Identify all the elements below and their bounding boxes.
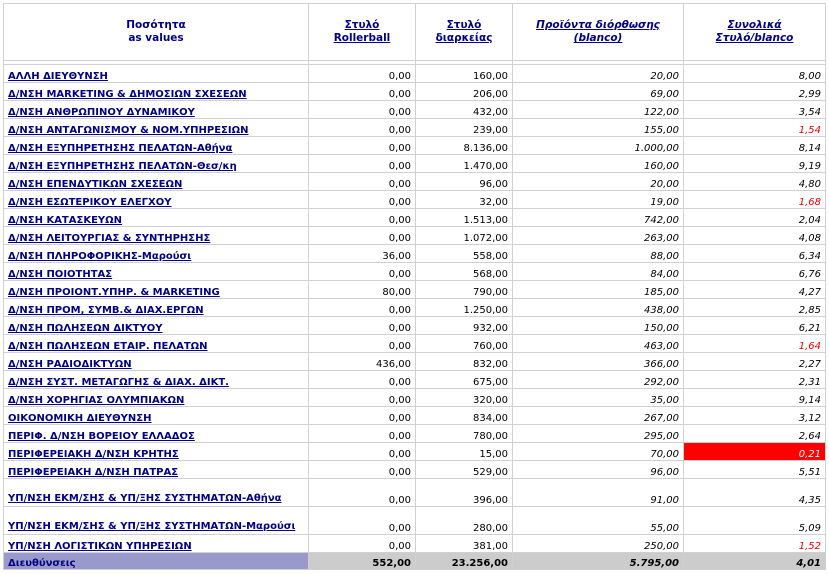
row-label-link[interactable]: Δ/ΝΣΗ ΚΑΤΑΣΚΕΥΩΝ xyxy=(8,215,123,226)
row-label-cell[interactable] xyxy=(4,299,309,317)
cell-rollerball: 0,00 xyxy=(309,479,416,507)
cell-durable-pen: 1.250,00 xyxy=(416,299,513,317)
row-label-cell[interactable] xyxy=(4,443,309,461)
cell-correction-products: 88,00 xyxy=(513,245,684,263)
cell-ratio: 3,12 xyxy=(684,407,826,425)
row-label-cell[interactable] xyxy=(4,479,309,507)
cell-ratio: 5,09 xyxy=(684,507,826,535)
cell-durable-pen: 32,00 xyxy=(416,191,513,209)
cell-durable-pen: 780,00 xyxy=(416,425,513,443)
row-label-link[interactable]: ΥΠ/ΝΣΗ ΕΚΜ/ΣΗΣ & ΥΠ/ΞΗΣ ΣΥΣΤΗΜΑΤΩΝ-Αθήνα xyxy=(8,493,282,504)
column-header-rollerball[interactable] xyxy=(309,4,416,61)
table-row xyxy=(4,263,826,281)
cell-rollerball: 0,00 xyxy=(309,209,416,227)
cell-ratio: 0,21 xyxy=(684,443,826,461)
row-label-link[interactable]: Δ/ΝΣΗ MARKETING & ΔΗΜΟΣΙΩΝ ΣΧΕΣΕΩΝ xyxy=(8,89,247,100)
cell-correction-products: 267,00 xyxy=(513,407,684,425)
cell-rollerball: 436,00 xyxy=(309,353,416,371)
cell-ratio: 1,52 xyxy=(684,535,826,553)
table-row xyxy=(4,173,826,191)
cell-durable-pen: 1.513,00 xyxy=(416,209,513,227)
cell-durable-pen: 206,00 xyxy=(416,83,513,101)
row-label-cell[interactable] xyxy=(4,155,309,173)
cell-correction-products: 263,00 xyxy=(513,227,684,245)
cell-correction-products: 91,00 xyxy=(513,479,684,507)
cell-ratio: 2,04 xyxy=(684,209,826,227)
table-row xyxy=(4,507,826,535)
cell-durable-pen: 568,00 xyxy=(416,263,513,281)
cell-rollerball: 0,00 xyxy=(309,299,416,317)
pivot-table xyxy=(3,3,826,570)
row-label-cell[interactable] xyxy=(4,119,309,137)
cell-rollerball: 0,00 xyxy=(309,65,416,83)
row-label-cell[interactable] xyxy=(4,389,309,407)
table-row xyxy=(4,191,826,209)
row-label-cell[interactable] xyxy=(4,335,309,353)
cell-ratio: 6,34 xyxy=(684,245,826,263)
table-row xyxy=(4,535,826,553)
row-label-link[interactable]: Δ/ΝΣΗ ΕΞΥΠΗΡΕΤΗΣΗΣ ΠΕΛΑΤΩΝ-Θεσ/κη xyxy=(8,161,237,172)
column-header-total-ratio-link[interactable]: Συνολικά Στυλό/blanco xyxy=(715,19,794,44)
row-label-link[interactable]: Δ/ΝΣΗ ΡΑΔΙΟΔΙΚΤΥΩΝ xyxy=(8,359,132,370)
row-label-cell[interactable] xyxy=(4,245,309,263)
cell-correction-products: 185,00 xyxy=(513,281,684,299)
measure-label-header xyxy=(4,4,309,61)
cell-correction-products: 1.000,00 xyxy=(513,137,684,155)
cell-rollerball: 0,00 xyxy=(309,227,416,245)
cell-rollerball: 0,00 xyxy=(309,317,416,335)
cell-durable-pen: 15,00 xyxy=(416,443,513,461)
cell-rollerball: 0,00 xyxy=(309,407,416,425)
cell-rollerball: 0,00 xyxy=(309,335,416,353)
cell-correction-products: 19,00 xyxy=(513,191,684,209)
cell-ratio: 1,68 xyxy=(684,191,826,209)
cell-durable-pen: 381,00 xyxy=(416,535,513,553)
table-row xyxy=(4,299,826,317)
cell-rollerball: 0,00 xyxy=(309,371,416,389)
table-row xyxy=(4,335,826,353)
row-label-cell[interactable] xyxy=(4,461,309,479)
cell-correction-products: 292,00 xyxy=(513,371,684,389)
cell-rollerball: 36,00 xyxy=(309,245,416,263)
cell-durable-pen: 558,00 xyxy=(416,245,513,263)
cell-correction-products: 55,00 xyxy=(513,507,684,535)
row-label-cell[interactable] xyxy=(4,209,309,227)
cell-ratio: 5,51 xyxy=(684,461,826,479)
cell-rollerball: 0,00 xyxy=(309,83,416,101)
cell-rollerball: 0,00 xyxy=(309,389,416,407)
cell-durable-pen: 1.470,00 xyxy=(416,155,513,173)
row-label-link[interactable]: Δ/ΝΣΗ ΧΟΡΗΓΙΑΣ ΟΛΥΜΠΙΑΚΩΝ xyxy=(8,395,185,406)
table-row xyxy=(4,407,826,425)
cell-durable-pen: 790,00 xyxy=(416,281,513,299)
table-row xyxy=(4,245,826,263)
cell-durable-pen: 432,00 xyxy=(416,101,513,119)
cell-correction-products: 122,00 xyxy=(513,101,684,119)
table-row xyxy=(4,371,826,389)
cell-correction-products: 295,00 xyxy=(513,425,684,443)
row-label-link[interactable]: Δ/ΝΣΗ ΕΞΥΠΗΡΕΤΗΣΗΣ ΠΕΛΑΤΩΝ-Αθήνα xyxy=(8,143,233,154)
column-header-total-ratio[interactable] xyxy=(684,4,826,61)
row-label-link[interactable]: Δ/ΝΣΗ ΑΝΤΑΓΩΝΙΣΜΟΥ & ΝΟΜ.ΥΠΗΡΕΣΙΩΝ xyxy=(8,125,249,136)
cell-ratio: 8,14 xyxy=(684,137,826,155)
table-row xyxy=(4,425,826,443)
cell-durable-pen: 834,00 xyxy=(416,407,513,425)
cell-correction-products: 69,00 xyxy=(513,83,684,101)
cell-correction-products: 155,00 xyxy=(513,119,684,137)
row-label-cell[interactable] xyxy=(4,353,309,371)
measure-label-line1: Ποσότητα xyxy=(126,19,186,31)
total-row xyxy=(4,553,826,570)
row-label-link[interactable]: Δ/ΝΣΗ ΠΛΗΡΟΦΟΡΙΚΗΣ-Μαρούσι xyxy=(8,251,192,262)
cell-correction-products: 20,00 xyxy=(513,173,684,191)
cell-ratio: 4,35 xyxy=(684,479,826,507)
cell-rollerball: 0,00 xyxy=(309,443,416,461)
cell-durable-pen: 280,00 xyxy=(416,507,513,535)
row-label-link[interactable]: Δ/ΝΣΗ ΕΣΩΤΕΡΙΚΟΥ ΕΛΕΓΧΟΥ xyxy=(8,197,172,208)
cell-ratio: 2,85 xyxy=(684,299,826,317)
cell-rollerball: 0,00 xyxy=(309,507,416,535)
cell-ratio: 4,08 xyxy=(684,227,826,245)
cell-ratio: 2,31 xyxy=(684,371,826,389)
total-row-label: Διευθύνσεις xyxy=(4,553,309,570)
cell-ratio: 8,00 xyxy=(684,65,826,83)
table-row xyxy=(4,137,826,155)
row-label-link[interactable]: ΠΕΡΙΦΕΡΕΙΑΚΗ Δ/ΝΣΗ ΠΑΤΡΑΣ xyxy=(8,467,179,478)
row-label-link[interactable]: ΠΕΡΙΦΕΡΕΙΑΚΗ Δ/ΝΣΗ ΚΡΗΤΗΣ xyxy=(8,449,179,460)
column-header-rollerball-link[interactable]: Στυλό Rollerball xyxy=(333,19,391,44)
row-label-link[interactable]: Δ/ΝΣΗ ΛΕΙΤΟΥΡΓΙΑΣ & ΣΥΝΤΗΡΗΣΗΣ xyxy=(8,233,211,244)
table-row xyxy=(4,83,826,101)
column-header-durable-pen-link[interactable]: Στυλό διαρκείας xyxy=(435,19,493,44)
row-label-cell[interactable] xyxy=(4,263,309,281)
cell-rollerball: 0,00 xyxy=(309,155,416,173)
cell-durable-pen: 160,00 xyxy=(416,65,513,83)
cell-correction-products: 463,00 xyxy=(513,335,684,353)
row-label-link[interactable]: ΑΛΛΗ ΔΙΕΥΘΥΝΣΗ xyxy=(8,71,108,82)
cell-ratio: 2,64 xyxy=(684,425,826,443)
table-row xyxy=(4,209,826,227)
table-row xyxy=(4,353,826,371)
row-label-cell[interactable] xyxy=(4,317,309,335)
cell-rollerball: 0,00 xyxy=(309,263,416,281)
table-row xyxy=(4,155,826,173)
table-row xyxy=(4,461,826,479)
cell-rollerball: 0,00 xyxy=(309,535,416,553)
row-label-link[interactable]: Δ/ΝΣΗ ΠΟΙΟΤΗΤΑΣ xyxy=(8,269,113,280)
table-row xyxy=(4,65,826,83)
row-label-link[interactable]: Δ/ΝΣΗ ΠΩΛΗΣΕΩΝ ΕΤΑΙΡ. ΠΕΛΑΤΩΝ xyxy=(8,341,208,352)
cell-durable-pen: 239,00 xyxy=(416,119,513,137)
column-header-durable-pen[interactable] xyxy=(416,4,513,61)
total-durable-pen: 23.256,00 xyxy=(416,553,513,570)
row-label-link[interactable]: ΠΕΡΙΦ. Δ/ΝΣΗ ΒΟΡΕΙΟΥ ΕΛΛΑΔΟΣ xyxy=(8,431,195,442)
cell-ratio: 6,21 xyxy=(684,317,826,335)
cell-rollerball: 0,00 xyxy=(309,119,416,137)
cell-correction-products: 35,00 xyxy=(513,389,684,407)
row-label-cell[interactable] xyxy=(4,535,309,553)
cell-ratio: 1,54 xyxy=(684,119,826,137)
row-label-link[interactable]: ΟΙΚΟΝΟΜΙΚΗ ΔΙΕΥΘΥΝΣΗ xyxy=(8,413,152,424)
cell-rollerball: 0,00 xyxy=(309,173,416,191)
cell-ratio: 9,19 xyxy=(684,155,826,173)
cell-correction-products: 70,00 xyxy=(513,443,684,461)
cell-durable-pen: 932,00 xyxy=(416,317,513,335)
cell-durable-pen: 529,00 xyxy=(416,461,513,479)
row-label-link[interactable]: ΥΠ/ΝΣΗ ΕΚΜ/ΣΗΣ & ΥΠ/ΞΗΣ ΣΥΣΤΗΜΑΤΩΝ-Μαρούσι xyxy=(8,521,296,532)
row-label-cell[interactable] xyxy=(4,137,309,155)
cell-ratio: 6,76 xyxy=(684,263,826,281)
cell-rollerball: 80,00 xyxy=(309,281,416,299)
cell-durable-pen: 675,00 xyxy=(416,371,513,389)
row-label-link[interactable]: ΥΠ/ΝΣΗ ΛΟΓΙΣΤΙΚΩΝ ΥΠΗΡΕΣΙΩΝ xyxy=(8,541,192,552)
row-label-cell[interactable] xyxy=(4,173,309,191)
cell-correction-products: 742,00 xyxy=(513,209,684,227)
cell-ratio: 1,64 xyxy=(684,335,826,353)
cell-durable-pen: 760,00 xyxy=(416,335,513,353)
table-row xyxy=(4,317,826,335)
row-label-link[interactable]: Δ/ΝΣΗ ΕΠΕΝΔΥΤΙΚΩΝ ΣΧΕΣΕΩΝ xyxy=(8,179,183,190)
row-label-cell[interactable] xyxy=(4,101,309,119)
row-label-link[interactable]: Δ/ΝΣΗ ΠΡΟΙΟΝΤ.ΥΠΗΡ. & MARKETING xyxy=(8,287,220,298)
table-row xyxy=(4,281,826,299)
column-header-correction-products[interactable] xyxy=(513,4,684,61)
row-label-cell[interactable] xyxy=(4,65,309,83)
row-label-cell[interactable] xyxy=(4,371,309,389)
cell-correction-products: 160,00 xyxy=(513,155,684,173)
row-label-cell[interactable] xyxy=(4,227,309,245)
table-row xyxy=(4,389,826,407)
table-row xyxy=(4,443,826,461)
cell-correction-products: 84,00 xyxy=(513,263,684,281)
total-correction-products: 5.795,00 xyxy=(513,553,684,570)
total-ratio: 4,01 xyxy=(684,553,826,570)
cell-correction-products: 96,00 xyxy=(513,461,684,479)
cell-rollerball: 0,00 xyxy=(309,137,416,155)
cell-durable-pen: 8.136,00 xyxy=(416,137,513,155)
cell-ratio: 3,54 xyxy=(684,101,826,119)
row-label-cell[interactable] xyxy=(4,83,309,101)
cell-rollerball: 0,00 xyxy=(309,461,416,479)
cell-rollerball: 0,00 xyxy=(309,191,416,209)
cell-ratio: 2,27 xyxy=(684,353,826,371)
total-rollerball: 552,00 xyxy=(309,553,416,570)
cell-durable-pen: 1.072,00 xyxy=(416,227,513,245)
cell-correction-products: 20,00 xyxy=(513,65,684,83)
row-label-link[interactable]: Δ/ΝΣΗ ΣΥΣΤ. ΜΕΤΑΓΩΓΗΣ & ΔΙΑΧ. ΔΙΚΤ. xyxy=(8,377,229,388)
cell-rollerball: 0,00 xyxy=(309,101,416,119)
row-label-link[interactable]: Δ/ΝΣΗ ΠΩΛΗΣΕΩΝ ΔΙΚΤΥΟΥ xyxy=(8,323,163,334)
cell-rollerball: 0,00 xyxy=(309,425,416,443)
row-label-cell[interactable] xyxy=(4,191,309,209)
cell-ratio: 4,80 xyxy=(684,173,826,191)
table-body xyxy=(4,65,826,553)
cell-ratio: 4,27 xyxy=(684,281,826,299)
cell-correction-products: 150,00 xyxy=(513,317,684,335)
cell-durable-pen: 832,00 xyxy=(416,353,513,371)
header-row xyxy=(4,4,826,61)
cell-durable-pen: 96,00 xyxy=(416,173,513,191)
cell-ratio: 9,14 xyxy=(684,389,826,407)
table-row xyxy=(4,101,826,119)
cell-correction-products: 438,00 xyxy=(513,299,684,317)
row-label-link[interactable]: Δ/ΝΣΗ ΑΝΘΡΩΠΙΝΟΥ ΔΥΝΑΜΙΚΟΥ xyxy=(8,107,195,118)
cell-ratio: 2,99 xyxy=(684,83,826,101)
cell-durable-pen: 396,00 xyxy=(416,479,513,507)
table-row xyxy=(4,227,826,245)
column-header-correction-products-link[interactable]: Προϊόντα διόρθωσης (blanco) xyxy=(536,19,660,44)
row-label-cell[interactable] xyxy=(4,281,309,299)
cell-correction-products: 366,00 xyxy=(513,353,684,371)
table-row xyxy=(4,119,826,137)
row-label-cell[interactable] xyxy=(4,407,309,425)
table-row xyxy=(4,479,826,507)
cell-correction-products: 250,00 xyxy=(513,535,684,553)
row-label-link[interactable]: Δ/ΝΣΗ ΠΡΟΜ, ΣΥΜΒ.& ΔΙΑΧ.ΕΡΓΩΝ xyxy=(8,305,204,316)
row-label-cell[interactable] xyxy=(4,507,309,535)
cell-durable-pen: 320,00 xyxy=(416,389,513,407)
row-label-cell[interactable] xyxy=(4,425,309,443)
measure-label-line2: as values xyxy=(128,32,184,44)
